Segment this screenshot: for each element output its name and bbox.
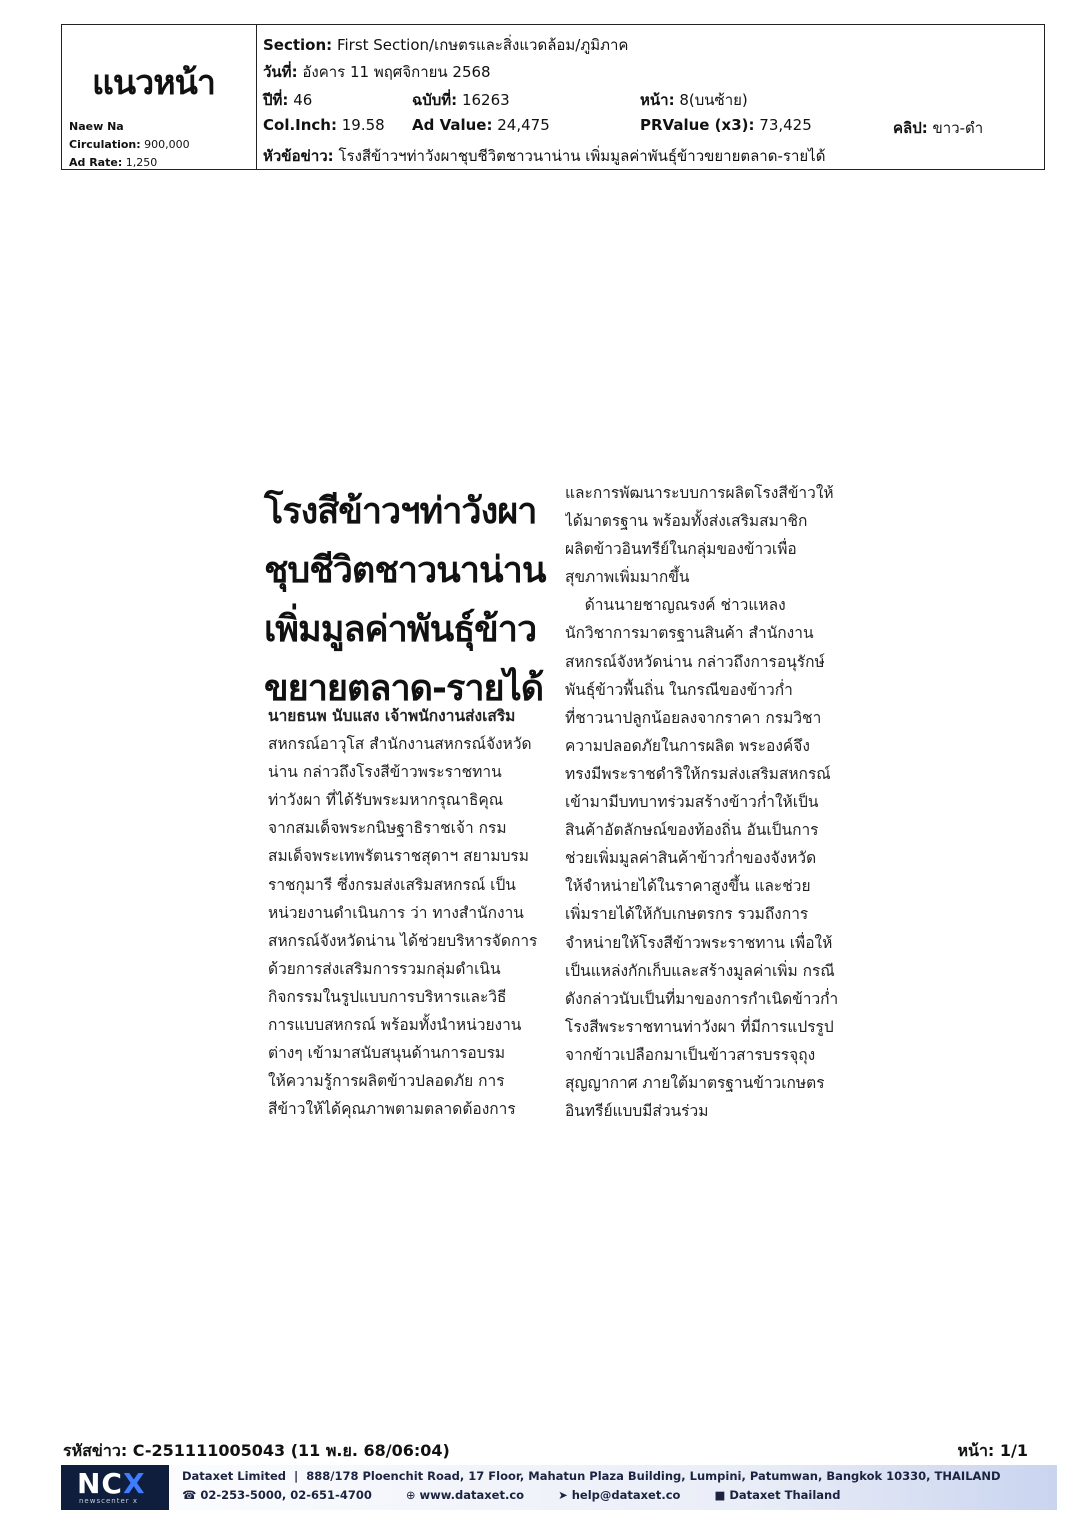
year-value: 46 (293, 91, 313, 109)
article-line: ดังกล่าวนับเป็นที่มาของการกำเนิดข้าวก่ำ (565, 989, 839, 1008)
article-line: จากข้าวเปลือกมาเป็นข้าวสารบรรจุถุง (565, 1045, 816, 1064)
publication-logo: แนวหน้า (92, 63, 215, 103)
issue-label: ฉบับที่: (412, 91, 458, 109)
headline-value: โรงสีข้าวฯท่าวังผาชุบชีวิตชาวนาน่าน เพิ่มมูลค่าพันธุ์ข้าวขยายตลาด-รายได้ (338, 147, 826, 165)
clip-value: ขาว-ดำ (932, 119, 984, 137)
colinch-label: Col.Inch: (263, 116, 337, 134)
headline-row (263, 144, 825, 168)
article-line: ด้วยการส่งเสริมการรวมกลุ่มดำเนิน (268, 959, 501, 978)
article-line: ให้ความรู้การผลิตข้าวปลอดภัย การ (268, 1072, 505, 1091)
phone-icon: ☎ (182, 1488, 197, 1502)
article-line: สหกรณ์อาวุโส สำนักงานสหกรณ์จังหวัด (268, 735, 532, 754)
article-line: ผลิตข้าวอินทรีย์ในกลุ่มของข้าวเพื่อ (565, 540, 797, 559)
page-label: หน้า: (640, 91, 675, 109)
value-row (263, 116, 1073, 137)
article-line: สินค้าอัตลักษณ์ของท้องถิ่น อันเป็นการ (565, 821, 819, 840)
article-line: นักวิชาการมาตรฐานสินค้า สำนักงาน (565, 624, 814, 643)
article-line: สมเด็จพระเทพรัตนราชสุดาฯ สยามบรม (268, 847, 529, 866)
facebook-icon: ■ (714, 1488, 726, 1502)
phone-number: 02-253-5000, 02-651-4700 (200, 1488, 372, 1502)
advalue-value: 24,475 (497, 116, 550, 134)
section-row (263, 33, 628, 57)
news-code: รหัสข่าว: C-251111005043 (11 พ.ย. 68/06:04) (63, 1441, 450, 1460)
headline-label: หัวข้อข่าว: (263, 147, 334, 165)
circulation-label: Circulation: (69, 138, 141, 151)
article-line: อินทรีย์แบบมีส่วนร่วม (565, 1102, 709, 1121)
company-address-line: Dataxet Limited | 888/178 Ploenchit Road, 17 Floor, Mahatun Plaza Building, Lumpini, Patumwan, Bangkok 10330, THAILAND (182, 1469, 1001, 1483)
headline-line: ขยายตลาด-รายได้ (264, 668, 544, 709)
article-column-2 (565, 479, 847, 1125)
article-line: หน่วยงานดำเนินการ ว่า ทางสำนักงาน (268, 903, 524, 922)
section-value: First Section/เกษตรและสิ่งแวดล้อม/ภูมิภาค (336, 36, 629, 54)
article-line: จากสมเด็จพระกนิษฐาธิราชเจ้า กรม (268, 819, 507, 838)
article-line: สุญญากาศ ภายใต้มาตรฐานข้าวเกษตร (565, 1073, 825, 1092)
ad-rate-label: Ad Rate: (69, 156, 123, 169)
article-line: ได้มาตรฐาน พร้อมทั้งส่งเสริมสมาชิก (565, 512, 808, 531)
publication-meta (69, 118, 190, 172)
article-line: เข้ามามีบทบาทร่วมสร้างข้าวก่ำให้เป็น (565, 793, 819, 812)
article-line: โรงสีพระราชทานท่าวังผา ที่มีการแปรรูป (565, 1017, 834, 1036)
date-label: วันที่: (263, 63, 298, 81)
article-line: ท่าวังผา ที่ได้รับพระมหากรุณาธิคุณ (268, 791, 504, 810)
prvalue-value: 73,425 (759, 116, 812, 134)
page-value: 8(บนซ้าย) (679, 91, 748, 109)
date-value: อังคาร 11 พฤศจิกายน 2568 (302, 63, 491, 81)
year-label: ปีที่: (263, 91, 289, 109)
article-line: สหกรณ์จังหวัดน่าน ได้ช่วยบริหารจัดการ (268, 931, 538, 950)
article-line: ทรงมีพระราชดำริให้กรมส่งเสริมสหกรณ์ (565, 764, 831, 783)
article-line: กิจกรรมในรูปแบบการบริหารและวิธี (268, 987, 507, 1006)
article-line: ต่างๆ เข้ามาสนับสนุนด้านการอบรม (268, 1044, 506, 1063)
article-line: พันธุ์ข้าวพื้นถิ่น ในกรณีของข้าวก่ำ (565, 680, 793, 699)
date-row (263, 60, 491, 84)
article-line: นายธนพ นับแสง เจ้าพนักงานส่งเสริม (268, 706, 516, 725)
headline-line: เพิ่มมูลค่าพันธุ์ข้าว (264, 609, 537, 650)
article-line: ด้านนายชาญณรงค์ ช่าวแหลง (565, 596, 786, 615)
article-line: เพิ่มรายได้ให้กับเกษตรกร รวมถึงการ (565, 905, 809, 924)
article-line: เป็นแหล่งกักเก็บและสร้างมูลค่าเพิ่ม กรณี (565, 961, 835, 980)
article-column-1 (268, 702, 550, 1123)
facebook-link[interactable]: Dataxet Thailand (729, 1488, 841, 1502)
circulation-value: 900,000 (144, 138, 190, 151)
article-line: ที่ชาวนาปลูกน้อยลงจากราคา กรมวิชา (565, 708, 822, 727)
article-line: สหกรณ์จังหวัดน่าน กล่าวถึงการอนุรักษ์ (565, 652, 825, 671)
colinch-value: 19.58 (341, 116, 385, 134)
article-line: สุขภาพเพิ่มมากขึ้น (565, 568, 690, 587)
section-label: Section: (263, 36, 333, 54)
email-link[interactable]: help@dataxet.co (571, 1488, 681, 1502)
advalue-label: Ad Value: (412, 116, 493, 134)
clipping-header (61, 24, 1045, 170)
article-line: ให้จำหน่ายได้ในราคาสูงขึ้น และช่วย (565, 877, 811, 896)
footer-bar (61, 1465, 1057, 1510)
publication-panel (62, 25, 257, 169)
ncx-logo-x: X (122, 1467, 146, 1500)
article-headline (264, 482, 554, 718)
issue-value: 16263 (461, 91, 510, 109)
ad-rate-value: 1,250 (125, 156, 158, 169)
article-line: การแบบสหกรณ์ พร้อมทั้งนำหน่วยงาน (268, 1016, 522, 1035)
company-address: 888/178 Ploenchit Road, 17 Floor, Mahatun Plaza Building, Lumpini, Patumwan, Bangkok 10330, THAILAND (306, 1469, 1001, 1483)
ncx-logo (61, 1465, 169, 1510)
article-line: ความปลอดภัยในการผลิต พระองค์จึง (565, 736, 810, 755)
ncx-logo-subtitle: newscenter x (79, 1497, 139, 1505)
clip-label: คลิป: (893, 119, 928, 137)
article-line: ช่วยเพิ่มมูลค่าสินค้าข้าวก่ำของจังหวัด (565, 849, 817, 868)
headline-line: ชุบชีวิตชาวนาน่าน (264, 550, 546, 591)
publication-name: Naew Na (69, 120, 124, 133)
article-line: และการพัฒนาระบบการผลิตโรงสีข้าวให้ (565, 484, 834, 502)
article-line: น่าน กล่าวถึงโรงสีข้าวพระราชทาน (268, 763, 502, 782)
company-name: Dataxet Limited (182, 1469, 287, 1483)
prvalue-label: PRValue (x3): (640, 116, 755, 134)
article-line: ราชกุมารี ซึ่งกรมส่งเสริมสหกรณ์ เป็น (268, 875, 516, 894)
article-line: สีข้าวให้ได้คุณภาพตามตลาดต้องการ (268, 1100, 516, 1119)
page-count: หน้า: 1/1 (957, 1441, 1028, 1460)
article-line: จำหน่ายให้โรงสีข้าวพระราชทาน เพื่อให้ (565, 933, 833, 952)
contact-line (182, 1488, 870, 1502)
globe-icon: ⊕ (405, 1488, 416, 1502)
ncx-logo-nc: NC (77, 1467, 123, 1500)
send-icon: ➤ (558, 1488, 568, 1502)
website-link[interactable]: www.dataxet.co (419, 1488, 525, 1502)
issue-row (263, 88, 1073, 112)
headline-line: โรงสีข้าวฯท่าวังผา (264, 491, 537, 532)
